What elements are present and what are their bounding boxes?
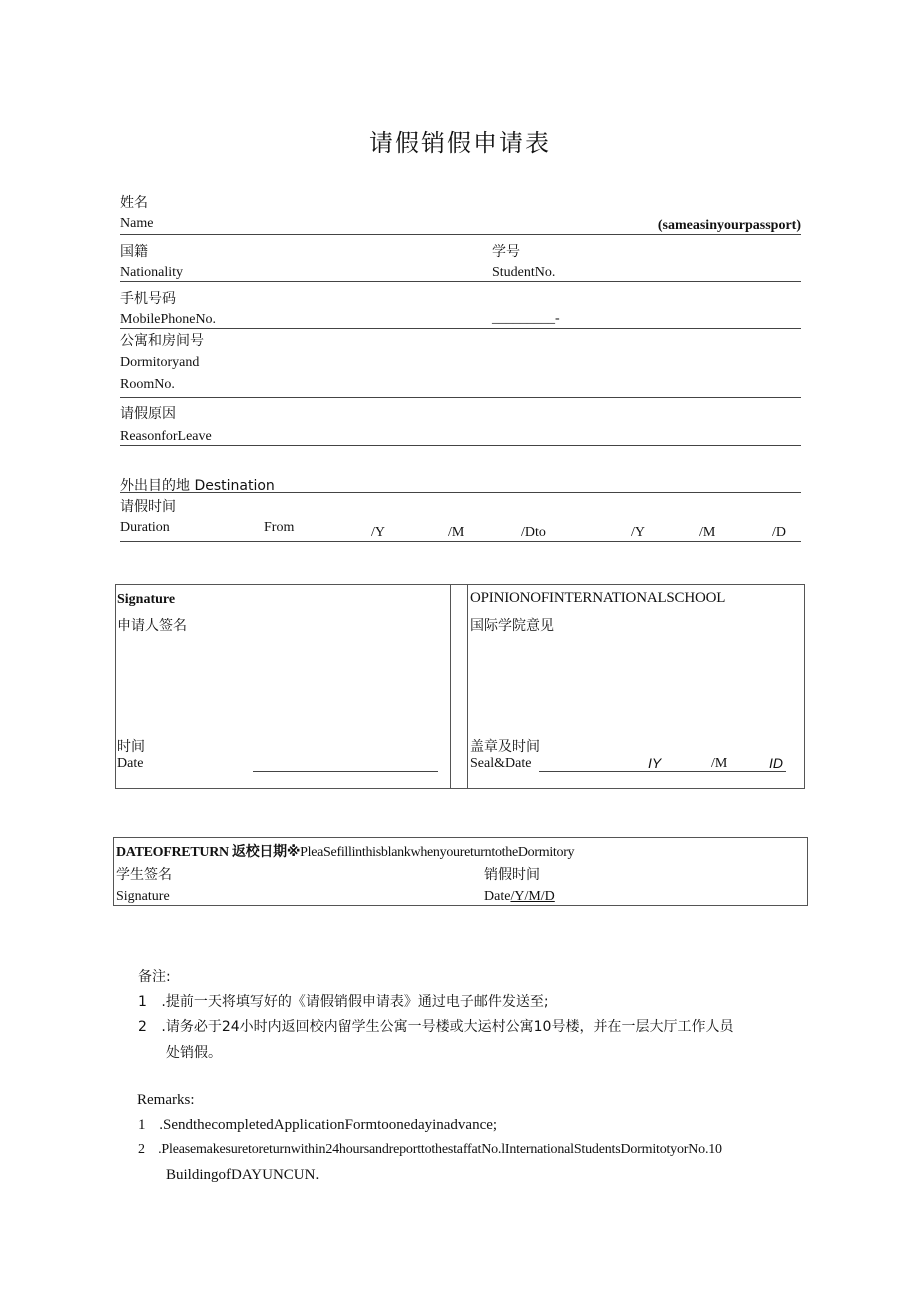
return-header-zh: 返校日期※ [232,844,301,860]
notes-header-zh: 备注: [138,969,171,985]
phone-label-en: MobilePhoneNo. [120,312,217,327]
name-label-zh: 姓名 [120,195,148,211]
note-zh-2-num: 2 [138,1019,147,1035]
seal-date-zh: 盖章及时间 [470,739,540,755]
dorm-label-zh: 公寓和房间号 [120,333,204,349]
student-no-label-en: StudentNo. [492,265,556,280]
signature-date-zh: 时间 [117,739,145,755]
note-zh-2-cont: 处销假。 [166,1045,222,1061]
duration-label-zh: 请假时间 [120,499,176,515]
signature-date-en: Date [117,756,144,771]
from-day-to-unit: /Dto [521,525,546,540]
return-header-note: PleaSefillinthisblankwhenyoureturntotheDormitory [300,845,575,860]
nationality-label-zh: 国籍 [120,244,148,260]
passport-note: (sameasinyourpassport) [657,218,801,233]
note-zh-2-text: .请务必于24小时内返回校内留学生公寓一号楼或大运村公寓10号楼，并在一层大厅工作人员 [161,1019,734,1035]
seal-date-en: Seal&Date [470,756,532,771]
note-en-2-num: 2 [138,1142,145,1157]
phone-value[interactable]: _________- [492,311,560,326]
nationality-student-no-line[interactable] [120,281,801,282]
return-date[interactable] [484,889,555,905]
to-month-unit: /M [699,525,716,540]
note-zh-1-num: 1 [138,994,147,1010]
note-en-2-cont: BuildingofDAYUNCUN. [166,1167,320,1183]
box-gap [450,584,468,789]
notes-header-en: Remarks: [137,1092,195,1108]
seal-date-line[interactable] [539,771,786,772]
dorm-field-line[interactable] [120,397,801,398]
return-date-format: /Y/M/D [510,889,555,904]
dorm-label-en-2: RoomNo. [120,377,175,392]
note-en-2-text: .Pleasemakesuretoreturnwithin24hoursandreporttothestaffatNo.lInternationalStudentsDormitotyorNo.10 [158,1142,722,1157]
note-zh-1-text: .提前一天将填写好的《请假销假申请表》通过电子邮件发送至; [161,994,549,1010]
to-day-unit: /D [772,525,786,540]
duration-field-line[interactable] [120,541,801,542]
phone-label-zh: 手机号码 [120,291,176,307]
reason-label-zh: 请假原因 [120,406,176,422]
student-sign-zh: 学生签名 [116,867,172,883]
dorm-label-en-1: Dormitoryand [120,355,200,370]
reason-label-en: ReasonforLeave [120,429,212,444]
return-header [116,841,574,861]
note-en-1-text: .SendthecompletedApplicationFormtoonedayinadvance; [159,1117,498,1133]
return-header-bold: DATEOFRETURN [116,845,229,860]
signature-date-line[interactable] [253,771,438,772]
seal-month-unit: /M [711,756,728,771]
reason-field-line[interactable] [120,445,801,446]
note-en-2 [138,1142,722,1158]
student-sign-en: Signature [116,889,170,904]
opinion-title-en: OPINIONOFINTERNATIONALSCHOOL [470,590,726,606]
signature-title-zh: 申请人签名 [117,618,187,634]
note-en-1 [138,1117,497,1134]
nationality-label-en: Nationality [120,265,183,280]
return-date-prefix: Date [484,889,511,904]
to-year-unit: /Y [631,525,645,540]
student-no-label-zh: 学号 [492,244,520,260]
page-title: 请假销假申请表 [369,129,551,157]
signature-title-en: Signature [117,592,176,607]
note-zh-2 [138,1016,733,1036]
from-year-unit: /Y [371,525,385,540]
destination-label: 外出目的地 Destination [120,478,275,494]
seal-day-unit: ID [769,755,783,771]
destination-field-line[interactable] [120,492,801,493]
name-label-en: Name [120,216,154,231]
seal-year-unit: IY [648,755,662,771]
note-en-1-num: 1 [138,1117,146,1133]
from-month-unit: /M [448,525,465,540]
opinion-title-zh: 国际学院意见 [470,618,554,634]
duration-label-en: Duration [120,520,170,535]
name-field-line[interactable] [120,234,801,235]
leave-time-zh: 销假时间 [484,867,540,883]
phone-field-line[interactable] [120,328,801,329]
note-zh-1 [138,991,549,1011]
from-label: From [264,520,295,535]
